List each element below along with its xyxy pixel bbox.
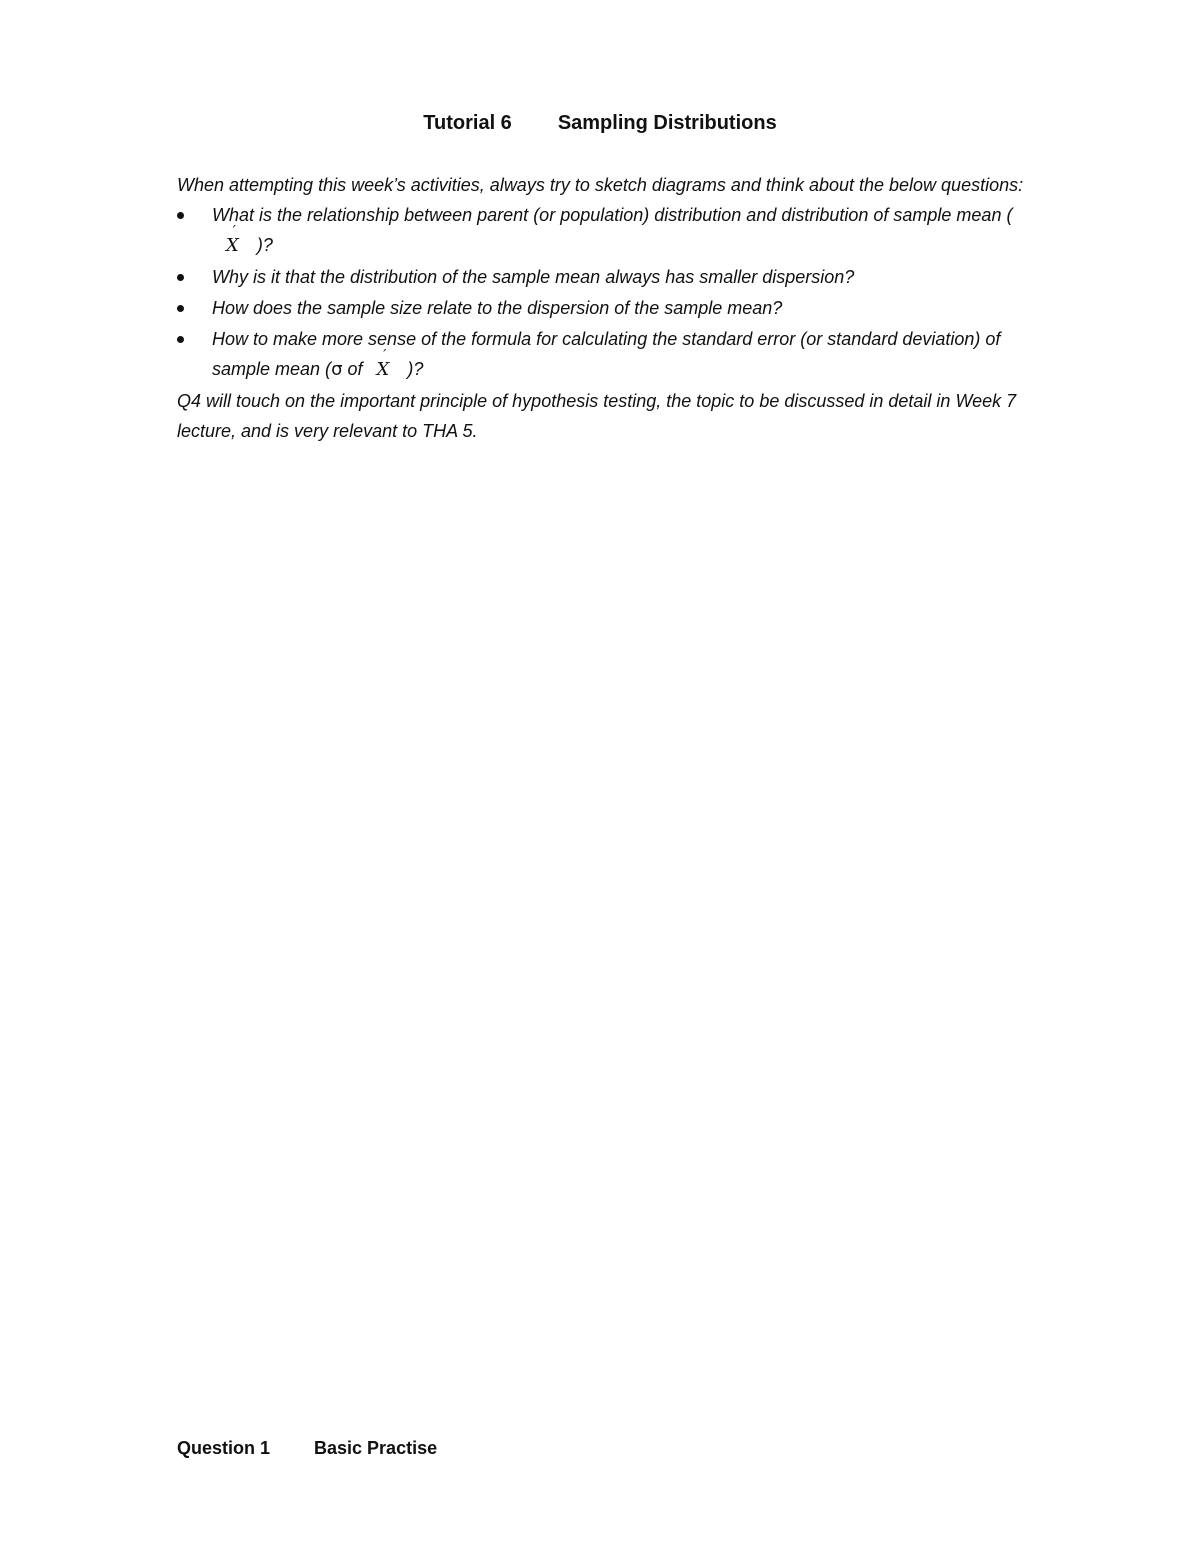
bullet-icon [177, 274, 184, 281]
question-text: How to make more sense of the formula for calculating the standard error (or standard deviation) of sample mean ( [212, 329, 1001, 379]
page-title [0, 112, 1200, 135]
section-name: Basic Practise [314, 1438, 438, 1458]
intro-note: Q4 will touch on the important principle of hypothesis testing, the topic to be discussed in detail in Week 7 lecture, and is very relevant to THA 5. [177, 391, 1017, 441]
intro-block [177, 170, 1047, 446]
section-number: Question 1 [177, 1438, 271, 1458]
x-bar-symbol: ´ X [226, 231, 239, 261]
intro-lead: When attempting this week’s activities, always try to sketch diagrams and think about the below questions: [177, 175, 1024, 195]
sigma-symbol: σ [331, 359, 343, 380]
list-item [177, 262, 1047, 292]
bullet-icon [177, 212, 184, 219]
bullet-icon [177, 305, 184, 312]
section-heading [177, 1438, 437, 1459]
question-text-end: )? [256, 235, 273, 255]
x-bar-symbol: ´ X [377, 355, 390, 385]
question-text: How does the sample size relate to the dispersion of the sample mean? [212, 298, 783, 318]
question-text: Why is it that the distribution of the sample mean always has smaller dispersion? [212, 267, 855, 287]
question-text-of: of [342, 359, 363, 379]
tutorial-name: Sampling Distributions [557, 112, 777, 134]
question-list [177, 200, 1047, 385]
question-text-end: )? [407, 359, 424, 379]
question-text: What is the relationship between parent (or population) distribution and distribution of sample mean ( [212, 205, 1013, 225]
list-item [177, 200, 1047, 261]
tutorial-number: Tutorial 6 [423, 112, 512, 134]
list-item [177, 293, 1047, 323]
bullet-icon [177, 336, 184, 343]
list-item [177, 324, 1047, 385]
